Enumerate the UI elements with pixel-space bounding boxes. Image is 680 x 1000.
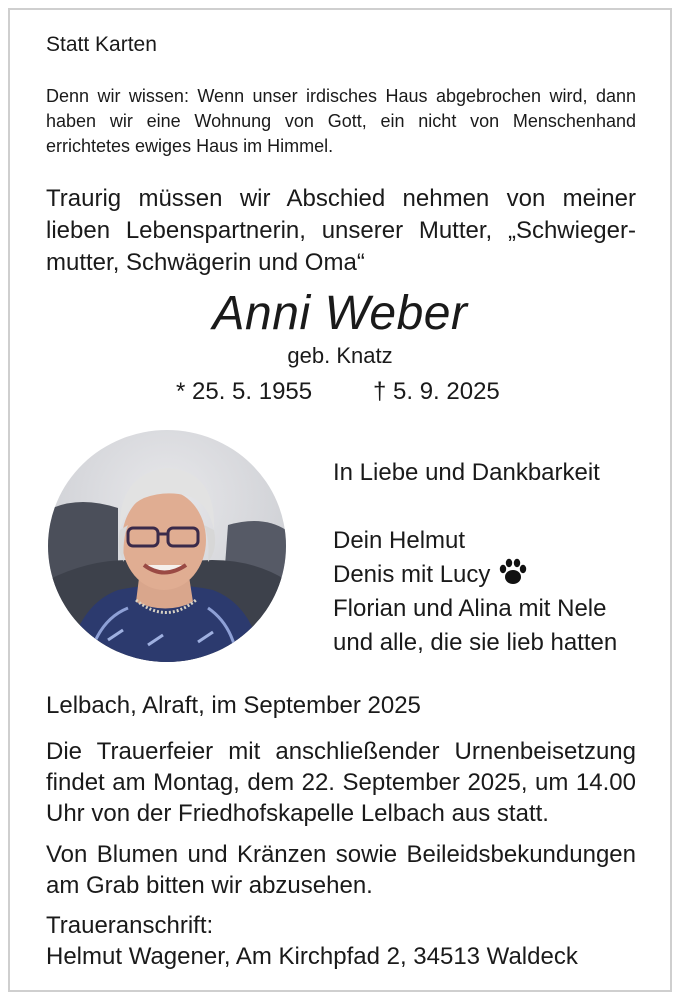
mourner-line-with-paw [333,558,617,592]
address-label: Traueranschrift: [46,912,214,939]
birth-date: * 25. 5. 1955 [176,378,313,405]
born-name: geb. Knatz [287,343,393,368]
mourners-list [333,456,617,660]
intro-text: Traurig müssen wir Abschied nehmen von meiner lieben Lebenspartnerin, unserer Mutter, „Schwieger-mutter, Schwägerin und Oma“ [46,185,636,276]
mourner-line-text: Denis mit Lucy [333,561,491,588]
mourner-line: Florian und Alina mit Nele [333,595,607,622]
place-date: Lelbach, Alraft, im September 2025 [46,692,421,719]
ceremony-info: Die Trauerfeier mit anschließender Urnenbeisetzung findet am Montag, dem 22. September 2025, um 14.00 Uhr von der Friedhofskapelle Lelbach aus statt. [46,738,636,827]
address-value: Helmut Wagener, Am Kirchpfad 2, 34513 Waldeck [46,943,578,970]
flowers-note: Von Blumen und Kränzen sowie Beileidsbekundungen am Grab bitten wir abzusehen. [46,841,636,899]
bible-verse: Denn wir wissen: Wenn unser irdisches Haus abgebrochen wird, dann haben wir eine Wohnung von Gott, ein nicht von Menschenhand errichtetes ewiges Haus im Himmel. [46,86,636,156]
mourners-heading: In Liebe und Dankbarkeit [333,459,600,486]
mourners-spacer [333,490,617,524]
portrait-image [48,430,286,662]
portrait-photo [48,430,286,662]
statt-karten-heading: Statt Karten [46,33,157,56]
paw-print-icon [498,558,528,586]
death-date: † 5. 9. 2025 [373,378,500,405]
deceased-name: Anni Weber [212,287,468,340]
mourner-line: Dein Helmut [333,527,466,554]
mourner-line: und alle, die sie lieb hatten [333,629,618,656]
